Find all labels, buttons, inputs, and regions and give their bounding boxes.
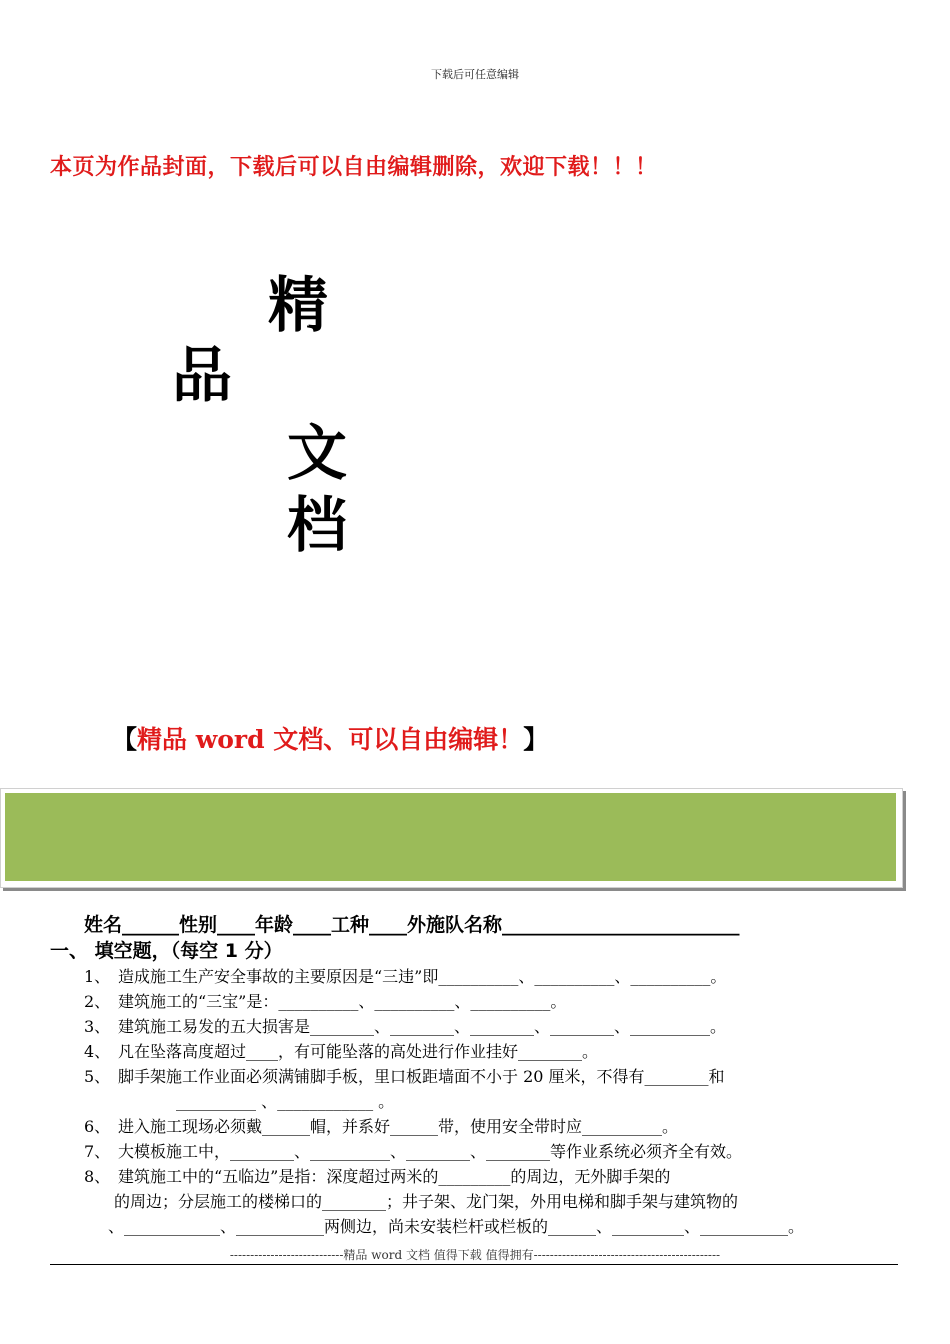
question-number: 1、 xyxy=(84,967,111,986)
green-banner-fill xyxy=(5,793,896,881)
question-7 xyxy=(84,1139,742,1162)
green-banner-box xyxy=(0,788,903,888)
cover-banner: 本页为作品封面，下载后可以自由编辑删除，欢迎下载！！！ xyxy=(50,155,658,180)
question-8-continuation: 的周边；分层施工的楼梯口的________；井子架、龙门架，外用电梯和脚手架与建筑物的 xyxy=(114,1192,739,1211)
footer-text: ----------------------------精品 word 文档 值得下载 值得拥有---------------------------------------------- xyxy=(229,1248,721,1262)
question-2 xyxy=(84,989,566,1012)
section-title: 一、 填空题，（每空 1 分） xyxy=(50,940,283,962)
cover-char-wen: 文 xyxy=(287,419,347,489)
question-6 xyxy=(84,1114,678,1137)
subtitle-close-bracket: 】 xyxy=(523,725,549,754)
question-text: 凡在坠落高度超过____，有可能坠落的高处进行作业挂好________。 xyxy=(118,1042,599,1061)
header-note: 下载后可任意编辑 xyxy=(431,68,519,81)
subtitle-text: 精品 word 文档、可以自由编辑！ xyxy=(137,725,524,754)
question-number: 7、 xyxy=(84,1142,111,1161)
question-text: 造成施工生产安全事故的主要原因是“三违”即__________、__________、__________。 xyxy=(118,967,727,986)
question-5 xyxy=(84,1064,725,1087)
cover-char-pin: 品 xyxy=(172,341,232,411)
question-4 xyxy=(84,1039,598,1062)
question-number: 2、 xyxy=(84,992,111,1011)
question-5-continuation: __________ 、____________ 。 xyxy=(176,1092,395,1111)
question-number: 6、 xyxy=(84,1117,111,1136)
question-number: 4、 xyxy=(84,1042,111,1061)
question-number: 3、 xyxy=(84,1017,111,1036)
footer-rule xyxy=(50,1264,898,1265)
question-8-continuation-2: 、____________、___________两侧边，尚未安装栏杆或栏板的______、_________、___________。 xyxy=(108,1217,805,1236)
subtitle xyxy=(112,720,548,756)
cover-char-dang: 档 xyxy=(287,491,347,561)
student-info-line: 姓名______性别____年龄____工种____外施队名称_________________________ xyxy=(84,914,740,936)
question-3 xyxy=(84,1014,726,1037)
question-text: 建筑施工的“三宝”是：__________、__________、__________。 xyxy=(118,992,567,1011)
cover-char-jing: 精 xyxy=(268,271,328,341)
question-number: 8、 xyxy=(84,1167,111,1186)
question-text: 建筑施工易发的五大损害是________、________、________、________、__________。 xyxy=(118,1017,727,1036)
question-text: 大模板施工中，________、__________、________、________等作业系统必须齐全有效。 xyxy=(118,1142,743,1161)
question-number: 5、 xyxy=(84,1067,111,1086)
question-8 xyxy=(84,1164,670,1187)
question-text: 脚手架施工作业面必须满铺脚手板，里口板距墙面不小于 20 厘米，不得有________和 xyxy=(118,1067,725,1086)
question-1 xyxy=(84,964,726,987)
question-text: 进入施工现场必须戴______帽，并系好______带，使用安全带时应__________。 xyxy=(118,1117,679,1136)
question-text: 建筑施工中的“五临边”是指：深度超过两米的_________的周边，无外脚手架的 xyxy=(118,1167,671,1186)
subtitle-open-bracket: 【 xyxy=(112,725,138,754)
